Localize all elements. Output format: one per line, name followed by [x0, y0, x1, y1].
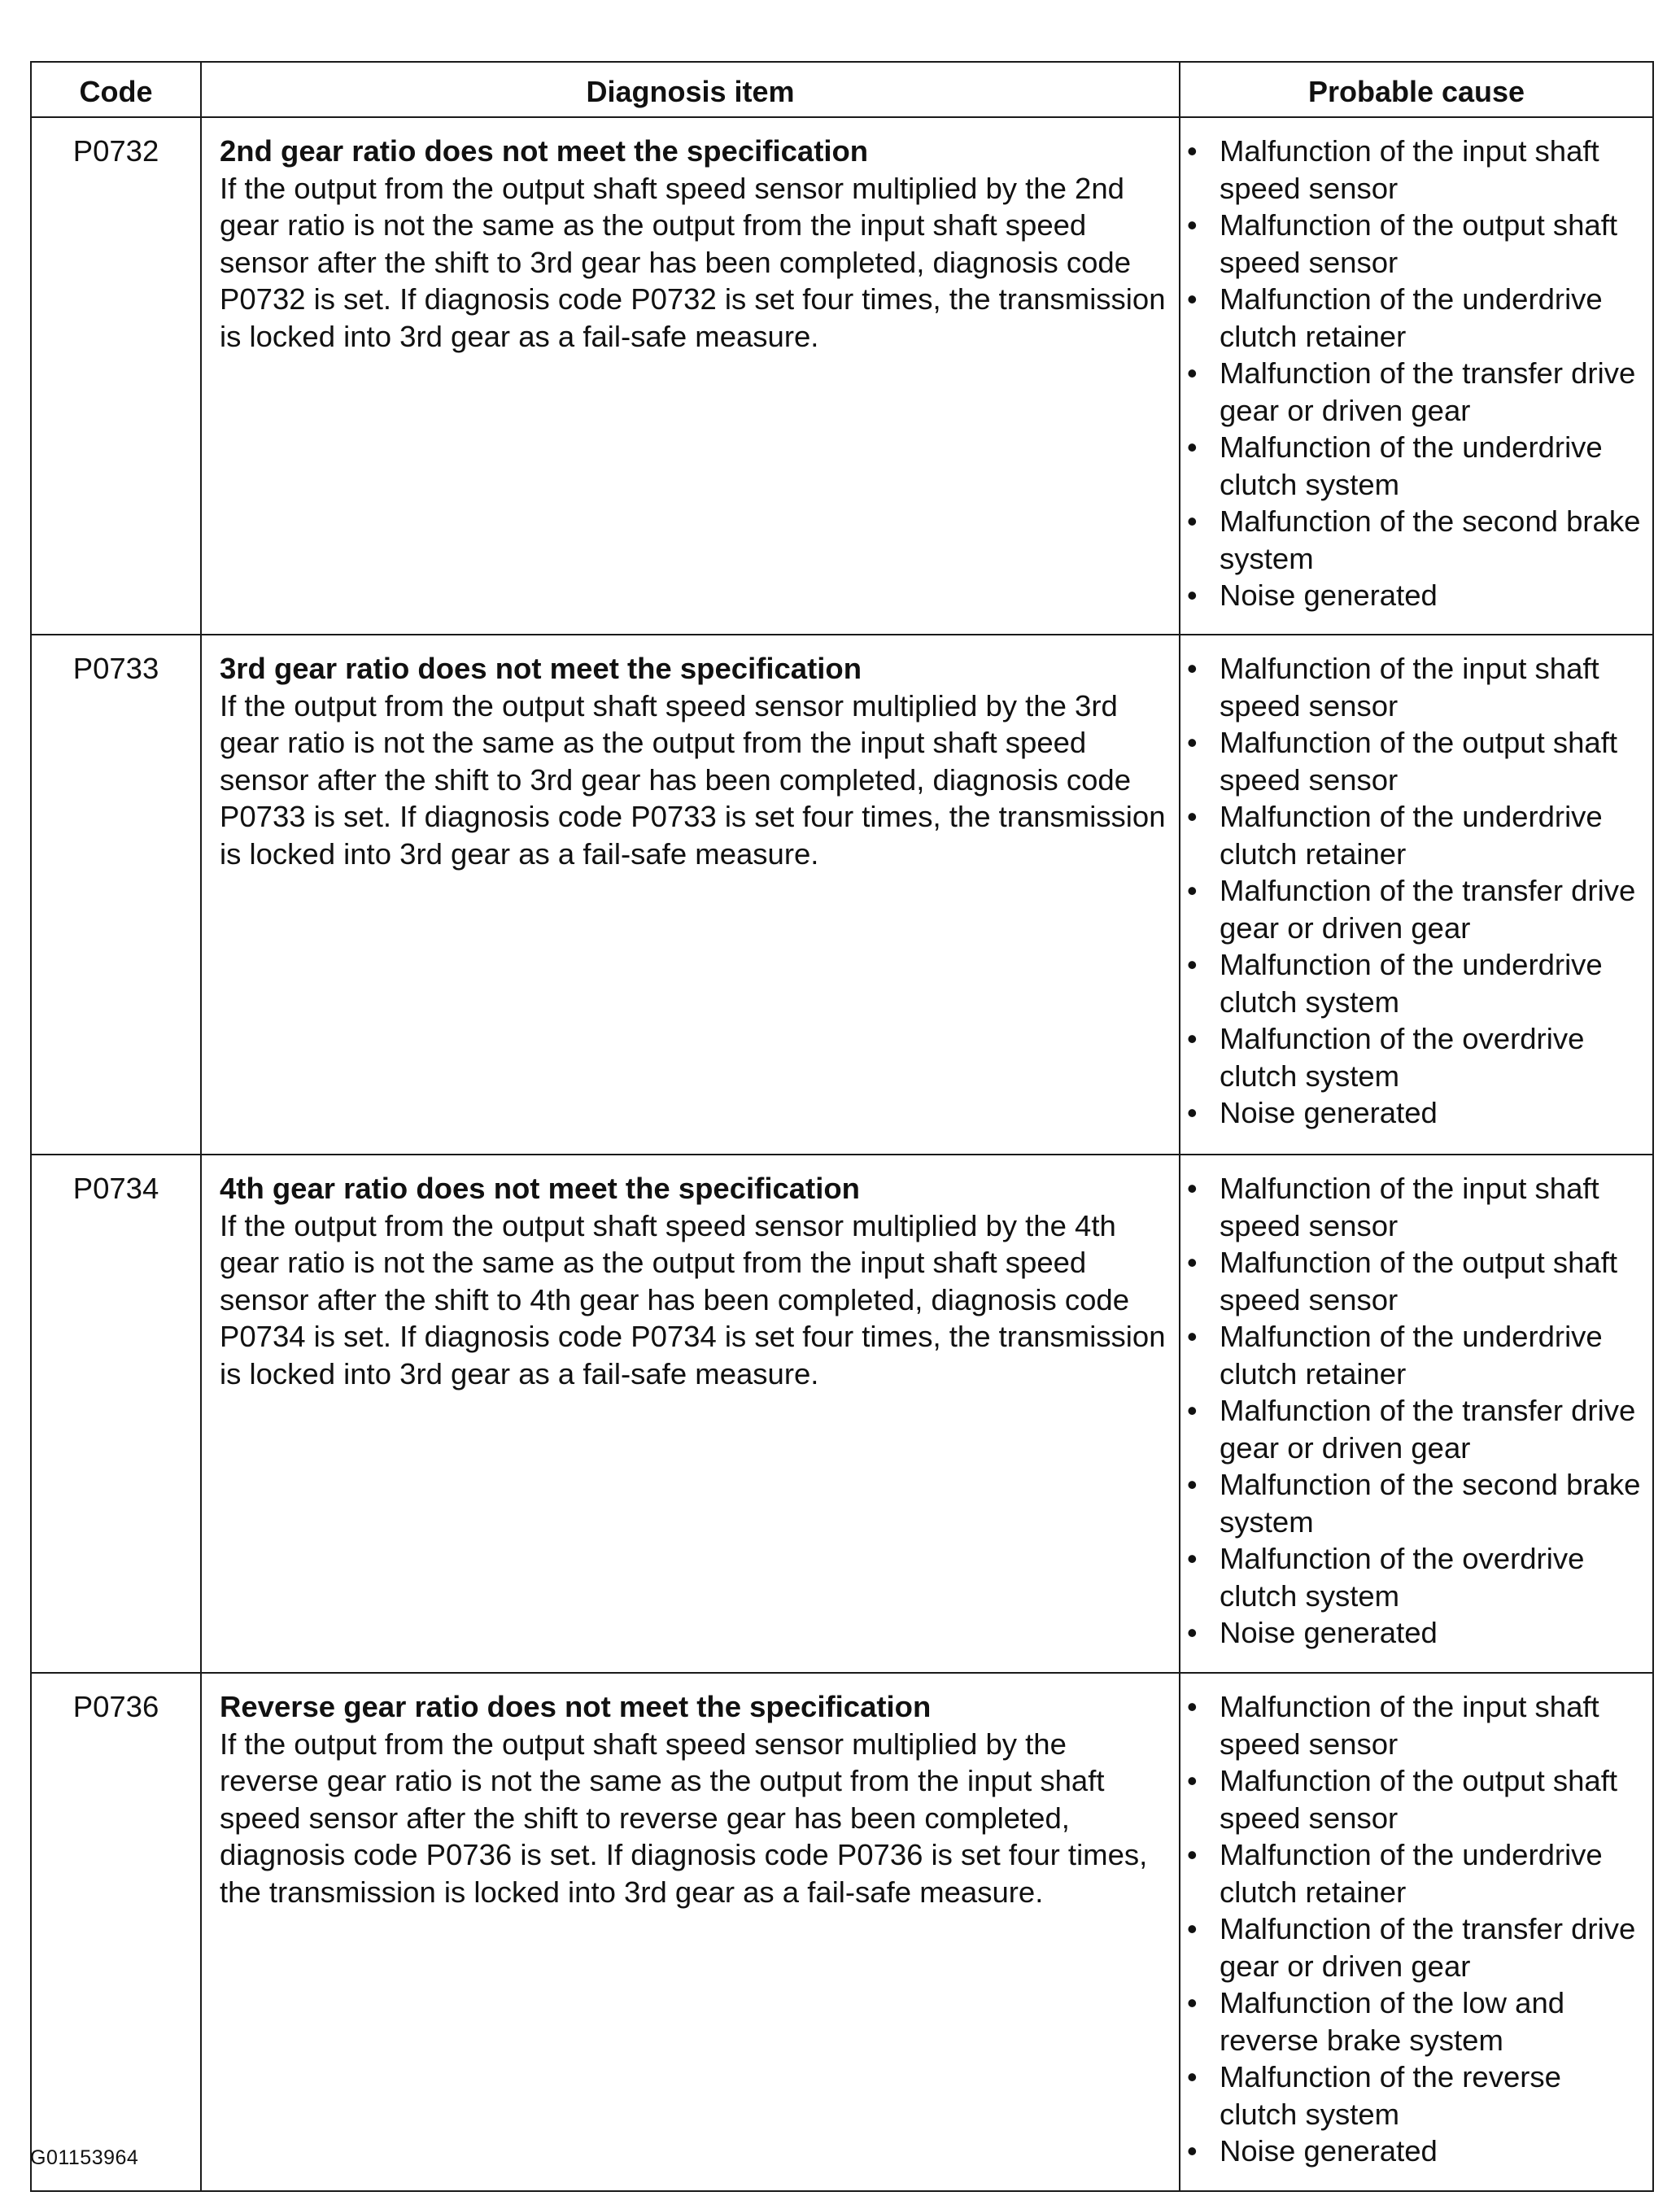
diagnosis-code-table: [30, 61, 1654, 2192]
diagnosis-cell: [201, 635, 1180, 1155]
list-item: • Noise generated: [1220, 2133, 1646, 2170]
list-item: • Malfunction of the transfer drive gear or driven gear: [1220, 1392, 1646, 1466]
diagnosis-title: 4th gear ratio does not meet the specification: [220, 1172, 860, 1205]
list-item: • Malfunction of the reverse clutch system: [1220, 2058, 1646, 2133]
list-item: • Malfunction of the low and reverse brake system: [1220, 1984, 1646, 2058]
list-item: • Noise generated: [1220, 1094, 1646, 1132]
list-item: • Malfunction of the output shaft speed sensor: [1220, 1244, 1646, 1318]
probable-cause-cell: [1180, 1155, 1653, 1673]
list-item: • Malfunction of the transfer drive gear or driven gear: [1220, 872, 1646, 946]
header-code: Code: [31, 62, 201, 117]
list-item: • Malfunction of the underdrive clutch retainer: [1220, 281, 1646, 355]
list-item: • Malfunction of the underdrive clutch retainer: [1220, 1318, 1646, 1392]
list-item: • Malfunction of the overdrive clutch system: [1220, 1540, 1646, 1614]
table-row: [31, 1155, 1653, 1673]
list-item: • Malfunction of the transfer drive gear or driven gear: [1220, 355, 1646, 429]
diagnosis-description: If the output from the output shaft speed sensor multiplied by the 3rd gear ratio is not the same as the output from the input shaft speed sensor after the shift to 3rd gear has been completed, diagnosis code P0733 is set. If diagnosis code P0733 is set four times, the transmission is locked into 3rd gear as a fail-safe measure.: [220, 688, 1166, 871]
list-item: • Malfunction of the second brake system: [1220, 503, 1646, 577]
list-item: • Malfunction of the output shaft speed sensor: [1220, 207, 1646, 281]
code-cell: P0733: [31, 635, 201, 1155]
list-item: • Malfunction of the underdrive clutch system: [1220, 946, 1646, 1020]
list-item: • Noise generated: [1220, 1614, 1646, 1652]
list-item: • Malfunction of the overdrive clutch system: [1220, 1020, 1646, 1094]
code-cell: P0732: [31, 117, 201, 635]
list-item: • Noise generated: [1220, 577, 1646, 614]
header-diagnosis-item: Diagnosis item: [201, 62, 1180, 117]
table-row: [31, 1673, 1653, 2191]
diagnosis-description: If the output from the output shaft speed sensor multiplied by the reverse gear ratio is not the same as the output from the input shaft speed sensor after the shift to reverse gear has been completed, diagnosis code P0736 is set. If diagnosis code P0736 is set four times, the transmission is locked into 3rd gear as a fail-safe measure.: [220, 1727, 1148, 1909]
code-cell: P0734: [31, 1155, 201, 1673]
table-row: [31, 117, 1653, 635]
diagnosis-title: 3rd gear ratio does not meet the specification: [220, 652, 862, 685]
diagnosis-title: 2nd gear ratio does not meet the specification: [220, 134, 869, 168]
table-header-row: [31, 62, 1653, 117]
list-item: • Malfunction of the input shaft speed sensor: [1220, 1170, 1646, 1244]
probable-cause-cell: [1180, 635, 1653, 1155]
probable-cause-list: [1220, 133, 1646, 614]
list-item: • Malfunction of the second brake system: [1220, 1466, 1646, 1540]
list-item: • Malfunction of the underdrive clutch system: [1220, 429, 1646, 503]
table-row: [31, 635, 1653, 1155]
diagnosis-cell: [201, 117, 1180, 635]
diagnosis-description: If the output from the output shaft speed sensor multiplied by the 2nd gear ratio is not the same as the output from the input shaft speed sensor after the shift to 3rd gear has been completed, diagnosis code P0732 is set. If diagnosis code P0732 is set four times, the transmission is locked into 3rd gear as a fail-safe measure.: [220, 171, 1166, 353]
list-item: • Malfunction of the transfer drive gear or driven gear: [1220, 1910, 1646, 1984]
list-item: • Malfunction of the underdrive clutch retainer: [1220, 798, 1646, 872]
list-item: • Malfunction of the output shaft speed sensor: [1220, 1762, 1646, 1836]
diagnosis-cell: [201, 1673, 1180, 2191]
list-item: • Malfunction of the input shaft speed sensor: [1220, 133, 1646, 207]
probable-cause-cell: [1180, 117, 1653, 635]
list-item: • Malfunction of the output shaft speed sensor: [1220, 724, 1646, 798]
list-item: • Malfunction of the input shaft speed sensor: [1220, 1688, 1646, 1762]
diagnosis-title: Reverse gear ratio does not meet the specification: [220, 1690, 932, 1723]
probable-cause-list: [1220, 1170, 1646, 1652]
figure-id-label: G01153964: [30, 2146, 139, 2169]
probable-cause-list: [1220, 650, 1646, 1132]
code-cell: P0736: [31, 1673, 201, 2191]
diagnosis-cell: [201, 1155, 1180, 1673]
header-probable-cause: Probable cause: [1180, 62, 1653, 117]
diagnosis-description: If the output from the output shaft speed sensor multiplied by the 4th gear ratio is not the same as the output from the input shaft speed sensor after the shift to 4th gear has been completed, diagnosis code P0734 is set. If diagnosis code P0734 is set four times, the transmission is locked into 3rd gear as a fail-safe measure.: [220, 1208, 1166, 1391]
probable-cause-cell: [1180, 1673, 1653, 2191]
probable-cause-list: [1220, 1688, 1646, 2170]
list-item: • Malfunction of the input shaft speed sensor: [1220, 650, 1646, 724]
list-item: • Malfunction of the underdrive clutch retainer: [1220, 1836, 1646, 1910]
